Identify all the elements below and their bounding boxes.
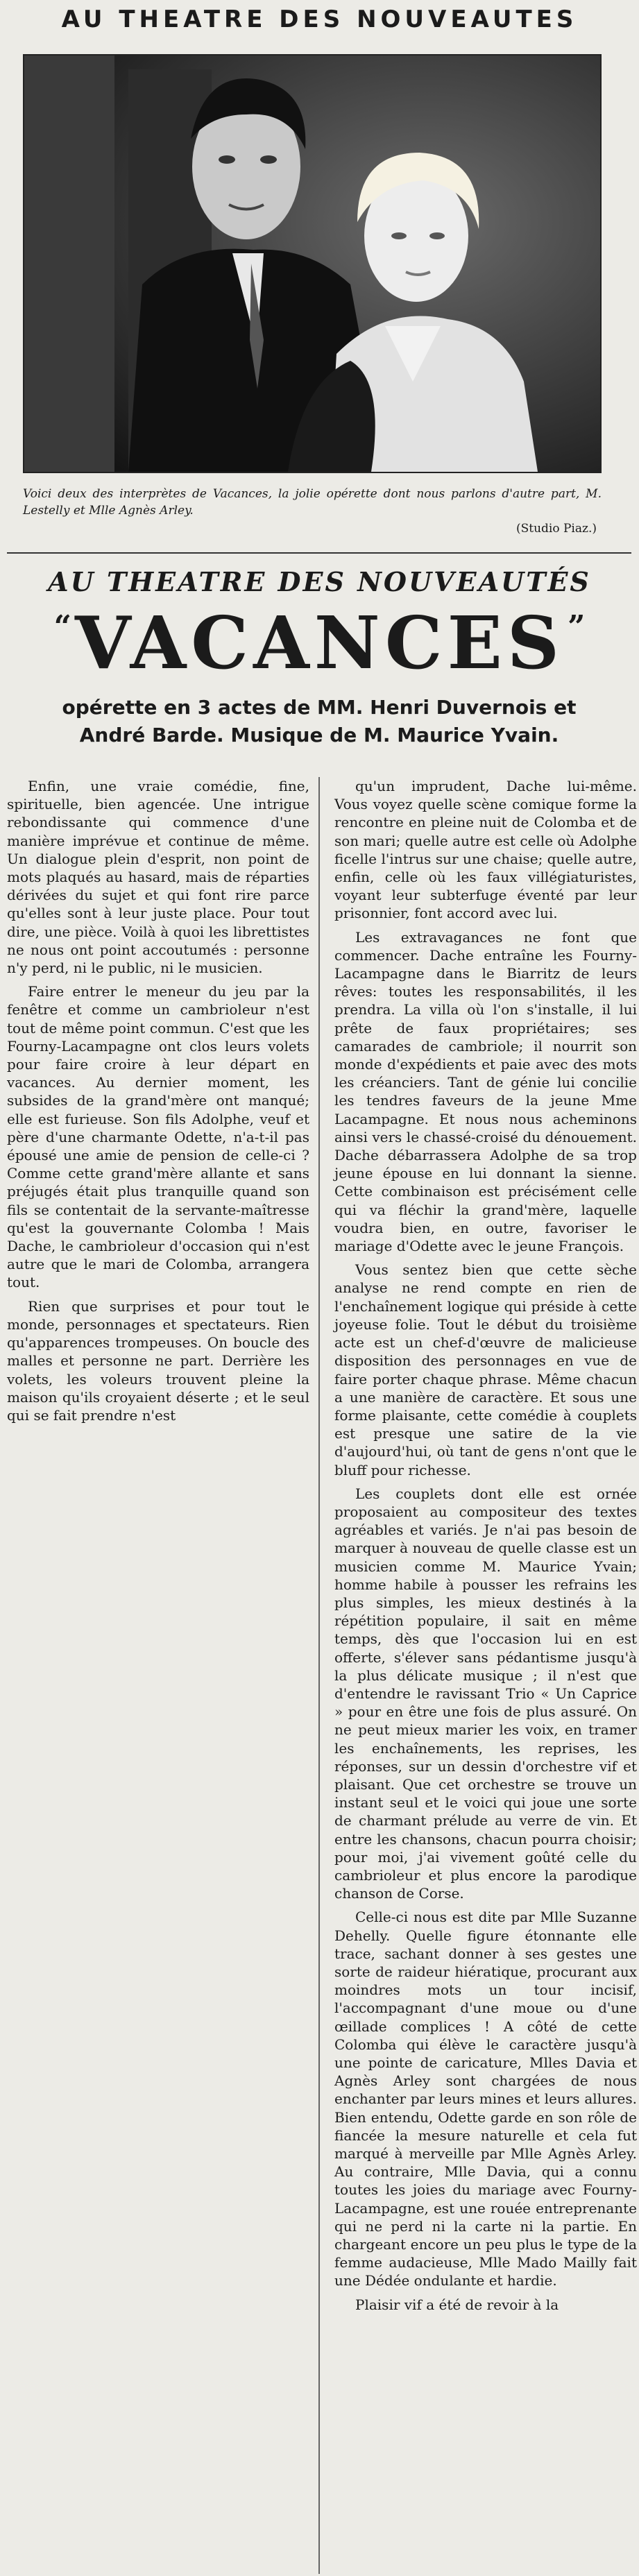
paragraph: Les extravagances ne font que commencer. Dache entraîne les Fourny-Lacampagne dans le Biarritz de leurs rêves: toutes les responsabilités, il les prendra. La villa où l'on s'installe, il lui prête de faux propriétaires; ses camarades de cambriole; il nourrit son monde d'expédients et paie avec des mots les créanciers. Tant de génie lui concilie les tendres faveurs de la jeune Mme Lacampagne. Et nous nous acheminons ainsi vers le chassé-croisé du dénouement. Dache débarrassera Adolphe de sa trop jeune épouse en lui donnant la sienne. Cette combinaison est précisément celle qui va fléchir la grand'mère, laquelle voudra bien, en outre, favoriser le mariage d'Odette avec le jeune François. — [334, 928, 637, 1255]
page-heading: AU THEATRE DES NOUVEAUTES — [61, 6, 578, 33]
photo-credit: (Studio Piaz.) — [516, 522, 597, 536]
photo-lestelly-arley — [23, 54, 602, 473]
title-word: VACANCES — [75, 600, 564, 685]
paragraph: Les couplets dont elle est ornée proposaient au compositeur des textes agréables et variés. Je n'ai pas besoin de marquer à nouveau de quelle classe est un musicien comme M. Maurice Yvain; homme habile à pousser les refrains les plus simples, les mieux destinés à la répétition populaire, il sait en même temps, dès que l'occasion lui en est offerte, s'élever sans pédantisme jusqu'à la plus délicate musique ; il n'est que d'entendre le ravissant Trio « Un Caprice » pour en être une fois de plus assuré. On ne peut mieux marier les voix, en tramer les enchaînements, les reprises, les réponses, sur un dessin d'orchestre vif et plaisant. Que cet orchestre se trouve un instant seul et le voici qui joue une sorte de charmant prélude au verre de vin. Et entre les chansons, chacun pourra choisir; pour moi, j'ai vivement goûté celle du cambrioleur et plus encore la parodique chanson de Corse. — [334, 1485, 637, 1902]
paragraph: Celle-ci nous est dite par Mlle Suzanne Dehelly. Quelle figure étonnante elle trace, sachant donner à ses gestes une sorte de raideur hiératique, procurant aux moindres mots un tour incisif, l'accompagnant d'une moue ou d'une œillade complices ! A côté de cette Colomba qui élève le caractère jusqu'à une pointe de caricature, Mlles Davia et Agnès Arley sont chargées de nous enchanter par leurs mines et leurs allures. Bien entendu, Odette garde en son rôle de fiancée la mesure naturelle et cela fut marqué à merveille par Mlle Agnès Arley. Au contraire, Mlle Davia, qui a connu toutes les joies du mariage avec Fourny-Lacampagne, est une rouée entreprenante qui ne perd ni la carte ni la partie. En chargeant encore un peu plus le type de la femme audacieuse, Mlle Mado Mailly fait une Dédée ondulante et hardie. — [334, 1909, 637, 2289]
article-title — [0, 600, 639, 685]
paragraph: Faire entrer le meneur du jeu par la fenêtre et comme un cambrioleur n'est tout de même point commun. C'est que les Fourny-Lacampagne ont clos leurs volets pour faire croire à leur départ en vacances. Au dernier moment, les subsides de la grand'mère ont manqué; elle est furieuse. Son fils Adolphe, veuf et père d'une charmante Odette, n'a-t-il pas épousé une amie de pension de celle-ci ? Comme cette grand'mère allante et sans préjugés était plus tranquille quand son fils se contentait de la servante-maîtresse qu'est la gouvernante Colomba ! Mais Dache, le cambrioleur d'occasion qui n'est autre que le mari de Colomba, arrangera tout. — [7, 983, 309, 1291]
article-column-left — [7, 777, 309, 1430]
column-divider — [318, 777, 320, 2574]
title-open-quote: “ — [53, 609, 71, 645]
paragraph: qu'un imprudent, Dache lui-même. Vous voyez quelle scène comique forme la rencontre en pleine nuit de Colomba et de son mari; quelle autre est celle où Adolphe ficelle l'intrus sur une chaise; quelle autre, enfin, celle où les faux villégiaturistes, voyant leur subterfuge éventé par leur prisonnier, font accord avec lui. — [334, 778, 637, 922]
article-heading: AU THEATRE DES NOUVEAUTÉS — [48, 566, 591, 597]
paragraph: Enfin, une vraie comédie, fine, spirituelle, bien agencée. Une intrigue rebondissante qui commence d'une manière imprévue et continue de même. Un dialogue plein d'esprit, non point de mots plaqués au hasard, mais de réparties dérivées du sujet et qui font rire parce qu'elles sont à leur juste place. Pour tout dire, une pièce. Voilà à quoi les librettistes ne nous ont point accoutumés : personne n'y perd, ni le public, ni le musicien. — [7, 778, 309, 977]
title-close-quote: ” — [568, 609, 586, 645]
paragraph: Rien que surprises et pour tout le monde, personnages et spectateurs. Rien qu'apparences trompeuses. On boucle des malles et personne ne part. Derrière les volets, les voleurs trouvent pleine la maison qu'ils croyaient déserte ; et le seul qui se fait prendre n'est — [7, 1297, 309, 1424]
article-subtitle: opérette en 3 actes de MM. Henri Duvernois et André Barde. Musique de M. Maurice Yvain. — [62, 696, 577, 747]
paragraph: Plaisir vif a été de revoir à la — [355, 2296, 559, 2313]
photo-caption: Voici deux des interprètes de Vacances, la jolie opérette dont nous parlons d'autre part, M. Lestelly et Mlle Agnès Arley. — [23, 487, 602, 518]
section-divider — [7, 552, 631, 554]
article-column-right — [334, 777, 637, 2319]
paragraph: Vous sentez bien que cette sèche analyse ne rend compte en rien de l'enchaînement logique qui préside à cette joyeuse folie. Tout le début du troisième acte est un chef-d'œuvre de malicieuse disposition des personnages en vue de faire porter chaque phrase. Même chacun a une manière de caractère. Et sous une forme plaisante, cette comédie à couplets est presque une satire de la vie d'aujourd'hui, où tant de gens n'ont que le bluff pour richesse. — [334, 1261, 637, 1478]
